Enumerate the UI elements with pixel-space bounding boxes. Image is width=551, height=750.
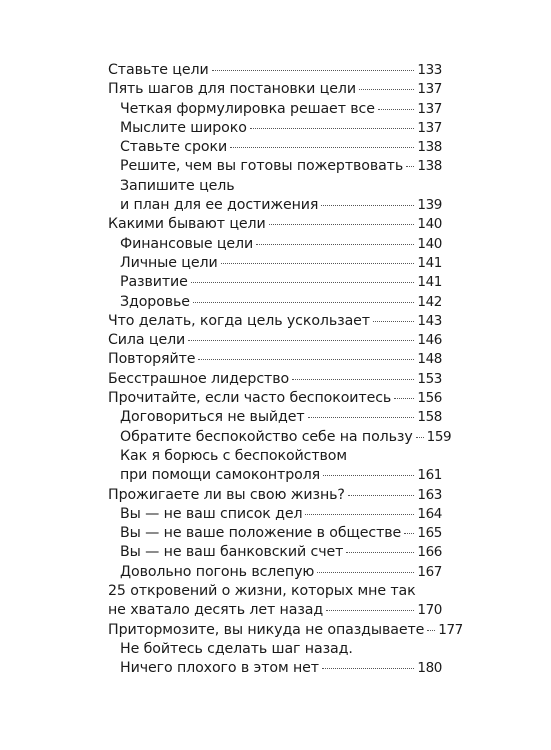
toc-subentry [108,293,442,312]
toc-entry-title: Ничего плохого в этом нет [120,660,319,677]
toc-entry-title-line: Запишите цель [120,177,235,194]
toc-page-number: 180 [417,660,442,677]
toc-entry-title: Пять шагов для постановки цели [108,81,356,98]
toc-entry-row [108,80,442,99]
table-of-contents [108,61,463,679]
dot-leader [193,302,414,303]
toc-page-number: 133 [417,62,442,78]
dot-leader [348,495,415,496]
toc-entry-row [108,370,442,389]
toc-entry-row [120,408,442,427]
toc-entry [108,370,442,389]
toc-entry-title: Развитие [120,274,188,291]
dot-leader [250,128,415,129]
toc-entry-title: Прочитайте, если часто беспокоитесь [108,390,392,407]
toc-entry-row [120,157,442,176]
dot-leader [308,417,415,418]
toc-entry-title: Повторяйте [108,351,196,368]
dot-leader [322,668,414,669]
toc-entry-title: Ставьте сроки [120,139,228,156]
toc-page-number: 140 [417,235,442,252]
toc-entry [108,389,442,408]
toc-page-number: 137 [417,100,442,117]
toc-entry-title: Сила цели [108,332,186,349]
toc-page-number: 156 [417,390,442,407]
toc-page-number: 164 [417,505,442,522]
toc-entry-row [120,524,442,543]
dot-leader [188,340,414,341]
toc-subentry [108,640,442,679]
toc-page-number: 142 [417,293,442,310]
toc-entry [108,80,442,99]
dot-leader [198,359,414,360]
toc-page-number: 143 [417,312,442,329]
dot-leader [406,166,414,167]
dot-leader [317,572,414,573]
toc-entry-title-line: 25 откровений о жизни, которых мне так [108,583,416,600]
dot-leader [394,398,414,399]
toc-entry-title: Какими бывают цели [108,216,266,233]
toc-page-number: 177 [438,621,463,638]
toc-entry [108,331,442,350]
toc-subentry [108,563,442,582]
toc-page-number: 141 [417,274,442,291]
toc-entry-row [120,235,442,254]
toc-entry-row [108,61,442,80]
toc-page-number: 146 [417,332,442,349]
toc-entry-title-line: Не бойтесь сделать шаг назад. [120,640,353,657]
toc-entry-title: Ставьте цели [108,62,209,78]
toc-entry-row [108,350,442,369]
toc-page-number: 153 [417,370,442,387]
toc-entry [108,215,442,234]
toc-entry-title: Довольно погонь вслепую [120,563,315,580]
toc-entry-row [120,196,442,215]
dot-leader [221,263,415,264]
toc-subentry [108,505,442,524]
toc-page-number: 170 [417,602,442,619]
dot-leader [359,89,414,90]
toc-entry-title: Финансовые цели [120,235,254,252]
dot-leader [416,437,424,438]
toc-entry-row [120,543,442,562]
toc-page-number: 148 [417,351,442,368]
toc-page-number: 159 [426,428,452,445]
dot-leader [230,147,414,148]
toc-entry-row [108,486,442,505]
toc-entry-row [120,466,442,485]
dot-leader [292,379,414,380]
toc-entry [108,582,442,621]
toc-entry-title: Мыслите широко [120,119,247,136]
toc-subentry [108,428,452,447]
toc-subentry [108,543,442,562]
dot-leader [323,475,414,476]
dot-leader [404,533,414,534]
toc-subentry [108,119,442,138]
toc-entry-title: при помощи самоконтроля [120,467,321,484]
toc-entry [108,350,442,369]
toc-page-number: 163 [417,486,442,503]
toc-subentry [108,447,442,486]
toc-entry-title: Прожигаете ли вы свою жизнь? [108,486,345,503]
toc-subentry [108,138,442,157]
toc-entry-title: не хватало десять лет назад [108,602,324,619]
toc-entry [108,621,463,640]
toc-subentry [108,157,442,176]
toc-page-number: 167 [417,563,442,580]
toc-entry-row [120,293,442,312]
toc-entry-row [108,621,463,640]
toc-entry-row [120,119,442,138]
toc-entry [108,312,442,331]
toc-entry-title: Договориться не выйдет [120,409,305,426]
toc-entry-title: Обратите беспокойство себе на пользу [120,428,413,445]
toc-entry-row [108,215,442,234]
toc-page-number: 166 [417,544,442,561]
dot-leader [191,282,415,283]
toc-entry-row [108,601,442,620]
toc-page-number: 158 [417,409,442,426]
toc-subentry [108,100,442,119]
dot-leader [326,610,414,611]
toc-entry-row [120,138,442,157]
dot-leader [256,244,414,245]
toc-entry-row [120,273,442,292]
toc-entry-row [120,254,442,273]
toc-page-number: 165 [417,525,442,542]
dot-leader [346,552,414,553]
dot-leader [427,630,435,631]
toc-subentry [108,408,442,427]
dot-leader [269,224,415,225]
dot-leader [373,321,414,322]
dot-leader [378,109,415,110]
toc-entry-row [120,428,452,447]
toc-entry-title: Что делать, когда цель ускользает [108,312,370,329]
toc-entry-row [120,100,442,119]
toc-entry-title: Вы — не ваш список дел [120,505,303,522]
dot-leader [305,514,414,515]
toc-entry-row [120,563,442,582]
toc-subentry [108,524,442,543]
toc-entry-row [120,659,442,678]
toc-entry-title: Бесстрашное лидерство [108,370,290,387]
toc-page-number: 139 [417,197,442,214]
toc-entry-title: и план для ее достижения [120,197,319,214]
toc-entry-title: Четкая формулировка решает все [120,100,375,117]
toc-page-number: 137 [417,81,442,98]
toc-subentry [108,177,442,216]
toc-page-number: 137 [417,119,442,136]
toc-entry-row [108,389,442,408]
toc-entry-title: Решите, чем вы готовы пожертвовать [120,158,404,175]
toc-entry-title: Личные цели [120,254,218,271]
toc-page-number: 141 [417,254,442,271]
toc-entry-title-line: Как я борюсь с беспокойством [120,447,347,464]
toc-entry [108,486,442,505]
toc-page-number: 138 [417,158,442,175]
toc-entry-row [108,312,442,331]
dot-leader [321,205,414,206]
toc-entry-title: Вы — не ваше положение в обществе [120,525,402,542]
toc-subentry [108,235,442,254]
toc-entry [108,61,442,80]
toc-subentry [108,273,442,292]
toc-page-number: 138 [417,139,442,156]
toc-subentry [108,254,442,273]
toc-page-number: 140 [417,216,442,233]
toc-entry-row [120,505,442,524]
toc-entry-title: Притормозите, вы никуда не опаздываете [108,621,425,638]
dot-leader [212,70,415,71]
toc-entry-title: Вы — не ваш банковский счет [120,544,344,561]
toc-page-number: 161 [417,467,442,484]
toc-entry-row [108,331,442,350]
toc-entry-title: Здоровье [120,293,190,310]
